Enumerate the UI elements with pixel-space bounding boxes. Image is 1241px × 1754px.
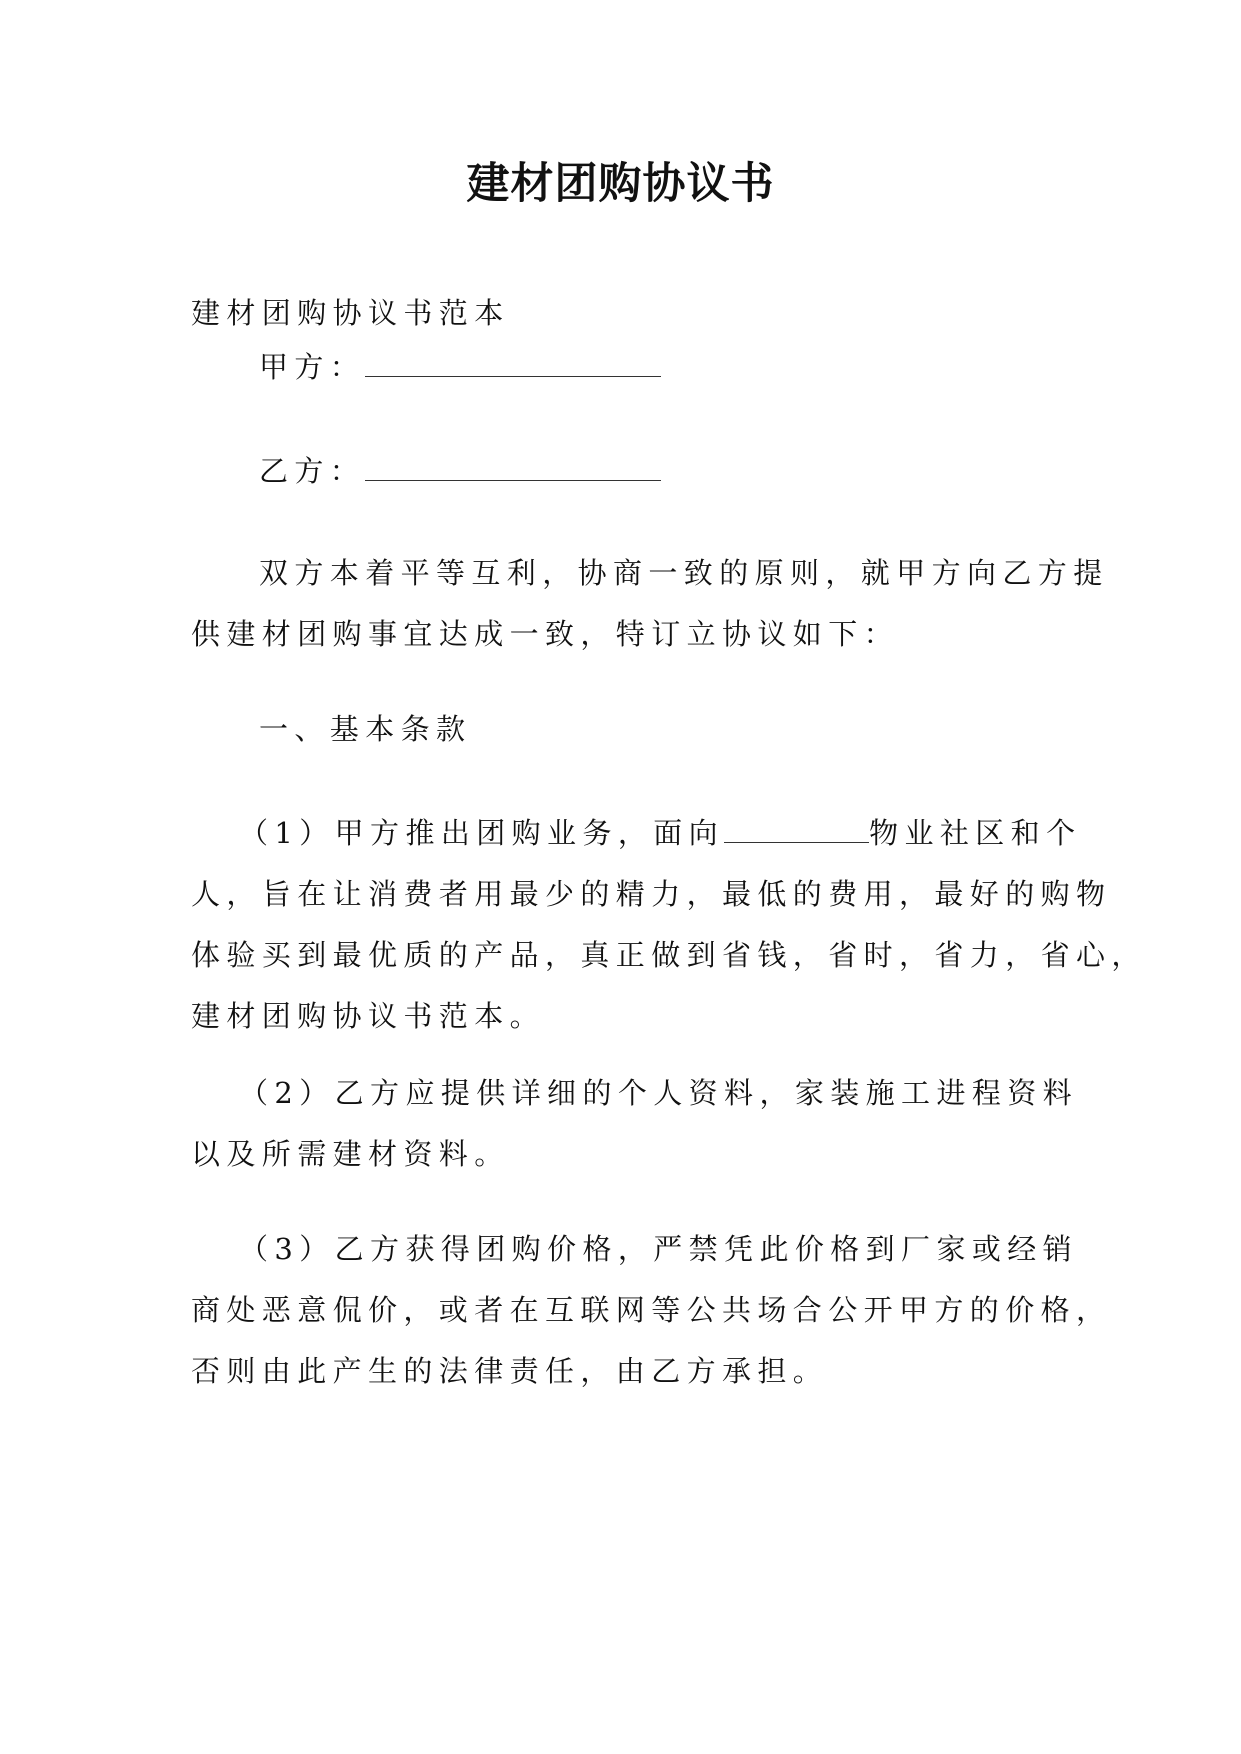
party-b-blank xyxy=(365,462,661,481)
document-subtitle: 建材团购协议书范本 xyxy=(191,296,510,330)
clause-2: （2）乙方应提供详细的个人资料，家装施工进程资料 以及所需建材资料。 xyxy=(191,1076,1079,1171)
party-b-line xyxy=(191,441,1061,502)
community-blank xyxy=(724,824,869,843)
party-a-blank xyxy=(365,358,661,377)
party-a-label: 甲方： xyxy=(259,350,366,384)
party-a-line xyxy=(191,337,1061,398)
party-b-label: 乙方： xyxy=(259,454,366,488)
section-heading-basic-terms: 一、基本条款 xyxy=(259,712,472,746)
clause-1: （1）甲方推出团购业务，面向 物业社区和个 人，旨在让消费者用最少的精力，最低的费用，最好的购物 体验买到最优质的产品，真正做到省钱，省时，省力，省心， 建材团购协议书范本。 xyxy=(191,816,1147,1033)
intro-paragraph: 双方本着平等互利，协商一致的原则，就甲方向乙方提 供建材团购事宜达成一致，特订立协议如下： xyxy=(191,556,1109,651)
clause-3: （3）乙方获得团购价格，严禁凭此价格到厂家或经销 商处恶意侃价，或者在互联网等公共场合公开甲方的价格， 否则由此产生的法律责任，由乙方承担。 xyxy=(191,1232,1112,1388)
document-title: 建材团购协议书 xyxy=(466,159,775,209)
